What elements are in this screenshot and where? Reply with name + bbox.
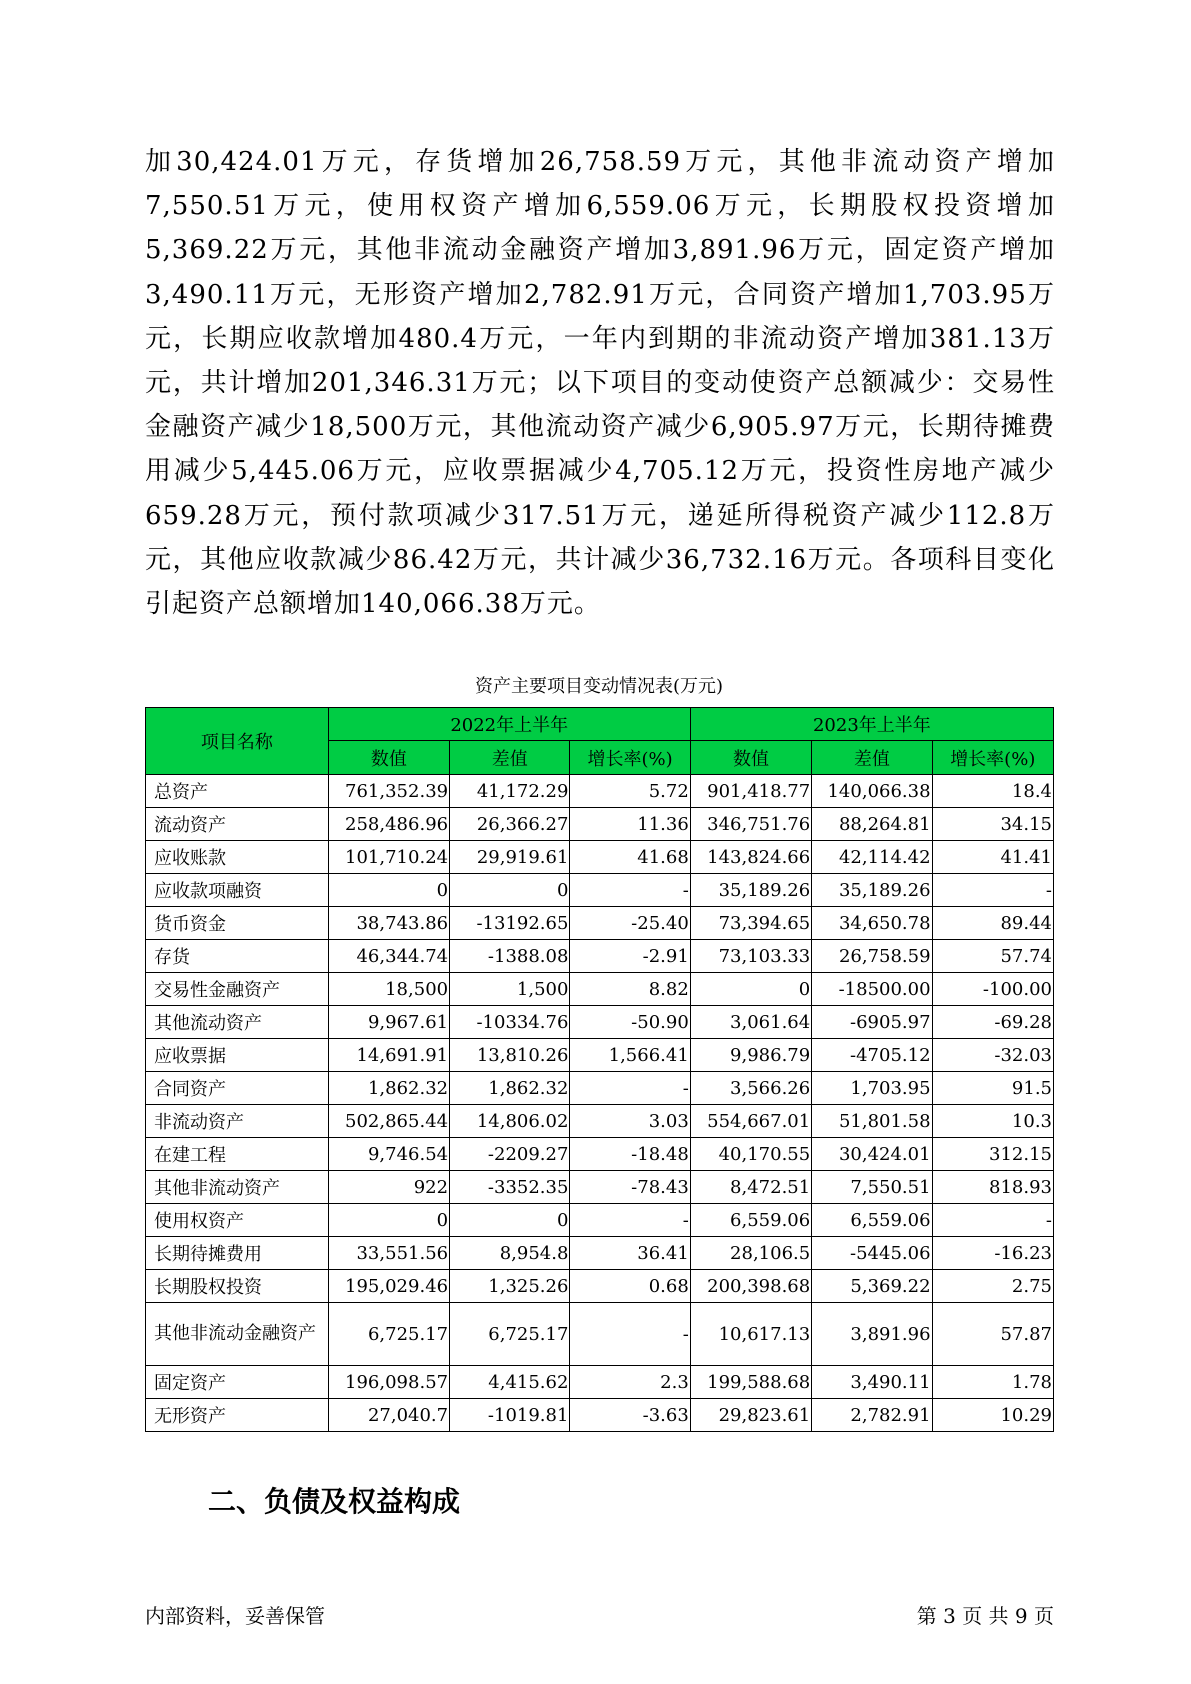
value-2023-cell: 29,823.61	[690, 1399, 811, 1432]
diff-2022-cell: -1019.81	[450, 1399, 570, 1432]
growth-2022-cell: -78.43	[570, 1171, 690, 1204]
table-row	[146, 1171, 1054, 1204]
value-2023-cell: 73,394.65	[690, 907, 811, 940]
diff-2022-cell: -1388.08	[450, 940, 570, 973]
diff-2023-cell: 1,703.95	[812, 1072, 932, 1105]
growth-2022-cell: 11.36	[570, 808, 690, 841]
growth-2022-cell: -18.48	[570, 1138, 690, 1171]
item-name-cell: 货币资金	[146, 907, 329, 940]
diff-2023-cell: 3,490.11	[812, 1366, 932, 1399]
table-row	[146, 1303, 1054, 1366]
diff-2022-cell: 14,806.02	[450, 1105, 570, 1138]
growth-2023-cell: 89.44	[932, 907, 1053, 940]
diff-2023-cell: 30,424.01	[812, 1138, 932, 1171]
growth-2023-cell: 2.75	[932, 1270, 1053, 1303]
value-2022-cell: 27,040.7	[328, 1399, 449, 1432]
value-2022-cell: 1,862.32	[328, 1072, 449, 1105]
growth-2023-cell: 1.78	[932, 1366, 1053, 1399]
diff-2022-cell: 13,810.26	[450, 1039, 570, 1072]
diff-2023-cell: 35,189.26	[812, 874, 932, 907]
header-growth-2022: 增长率(%)	[570, 741, 690, 775]
table-row	[146, 1399, 1054, 1432]
growth-2022-cell: -50.90	[570, 1006, 690, 1039]
growth-2022-cell: 3.03	[570, 1105, 690, 1138]
header-value-2022: 数值	[328, 741, 449, 775]
item-name-cell: 应收账款	[146, 841, 329, 874]
item-name-cell: 其他非流动资产	[146, 1171, 329, 1204]
page-number: 第 3 页 共 9 页	[916, 1604, 1054, 1628]
item-name-cell: 使用权资产	[146, 1204, 329, 1237]
diff-2023-cell: 7,550.51	[812, 1171, 932, 1204]
item-name-cell: 非流动资产	[146, 1105, 329, 1138]
diff-2023-cell: -6905.97	[812, 1006, 932, 1039]
table-caption: 资产主要项目变动情况表(万元)	[474, 676, 724, 697]
value-2022-cell: 502,865.44	[328, 1105, 449, 1138]
growth-2022-cell: -	[570, 874, 690, 907]
table-row	[146, 1204, 1054, 1237]
table-row	[146, 1270, 1054, 1303]
table-row	[146, 808, 1054, 841]
table-row	[146, 874, 1054, 907]
value-2023-cell: 3,566.26	[690, 1072, 811, 1105]
diff-2022-cell: 1,325.26	[450, 1270, 570, 1303]
diff-2023-cell: -4705.12	[812, 1039, 932, 1072]
diff-2023-cell: -18500.00	[812, 973, 932, 1006]
item-name-cell: 存货	[146, 940, 329, 973]
header-period-2023: 2023年上半年	[690, 708, 1053, 741]
growth-2023-cell: 10.29	[932, 1399, 1053, 1432]
item-name-cell: 长期待摊费用	[146, 1237, 329, 1270]
growth-2023-cell: 91.5	[932, 1072, 1053, 1105]
table-row	[146, 1138, 1054, 1171]
growth-2023-cell: -16.23	[932, 1237, 1053, 1270]
growth-2022-cell: 1,566.41	[570, 1039, 690, 1072]
value-2023-cell: 3,061.64	[690, 1006, 811, 1039]
value-2023-cell: 10,617.13	[690, 1303, 811, 1366]
value-2023-cell: 6,559.06	[690, 1204, 811, 1237]
diff-2023-cell: 140,066.38	[812, 775, 932, 808]
growth-2023-cell: -100.00	[932, 973, 1053, 1006]
growth-2023-cell: -32.03	[932, 1039, 1053, 1072]
growth-2022-cell: -2.91	[570, 940, 690, 973]
diff-2022-cell: -3352.35	[450, 1171, 570, 1204]
value-2022-cell: 38,743.86	[328, 907, 449, 940]
diff-2022-cell: 4,415.62	[450, 1366, 570, 1399]
value-2023-cell: 9,986.79	[690, 1039, 811, 1072]
table-row	[146, 1237, 1054, 1270]
table-row	[146, 1366, 1054, 1399]
diff-2022-cell: 26,366.27	[450, 808, 570, 841]
value-2023-cell: 901,418.77	[690, 775, 811, 808]
diff-2023-cell: 5,369.22	[812, 1270, 932, 1303]
header-diff-2022: 差值	[450, 741, 570, 775]
table-row	[146, 973, 1054, 1006]
diff-2023-cell: 26,758.59	[812, 940, 932, 973]
table-row	[146, 907, 1054, 940]
item-name-cell: 其他非流动金融资产	[146, 1303, 329, 1366]
diff-2023-cell: 3,891.96	[812, 1303, 932, 1366]
diff-2022-cell: 41,172.29	[450, 775, 570, 808]
value-2022-cell: 33,551.56	[328, 1237, 449, 1270]
diff-2022-cell: 29,919.61	[450, 841, 570, 874]
item-name-cell: 其他流动资产	[146, 1006, 329, 1039]
item-name-cell: 应收款项融资	[146, 874, 329, 907]
table-row	[146, 1006, 1054, 1039]
growth-2023-cell: -69.28	[932, 1006, 1053, 1039]
growth-2023-cell: -	[932, 874, 1053, 907]
value-2022-cell: 46,344.74	[328, 940, 449, 973]
value-2023-cell: 40,170.55	[690, 1138, 811, 1171]
growth-2022-cell: -	[570, 1072, 690, 1105]
diff-2022-cell: 6,725.17	[450, 1303, 570, 1366]
item-name-cell: 流动资产	[146, 808, 329, 841]
growth-2022-cell: 36.41	[570, 1237, 690, 1270]
growth-2023-cell: 41.41	[932, 841, 1053, 874]
header-period-2022: 2022年上半年	[328, 708, 690, 741]
growth-2022-cell: -3.63	[570, 1399, 690, 1432]
diff-2022-cell: 8,954.8	[450, 1237, 570, 1270]
value-2023-cell: 199,588.68	[690, 1366, 811, 1399]
value-2022-cell: 0	[328, 1204, 449, 1237]
value-2022-cell: 196,098.57	[328, 1366, 449, 1399]
item-name-cell: 合同资产	[146, 1072, 329, 1105]
diff-2023-cell: 2,782.91	[812, 1399, 932, 1432]
diff-2022-cell: 1,862.32	[450, 1072, 570, 1105]
header-item-name: 项目名称	[146, 708, 329, 775]
value-2023-cell: 28,106.5	[690, 1237, 811, 1270]
item-name-cell: 长期股权投资	[146, 1270, 329, 1303]
item-name-cell: 固定资产	[146, 1366, 329, 1399]
value-2023-cell: 0	[690, 973, 811, 1006]
growth-2022-cell: -	[570, 1303, 690, 1366]
value-2023-cell: 200,398.68	[690, 1270, 811, 1303]
value-2022-cell: 761,352.39	[328, 775, 449, 808]
header-growth-2023: 增长率(%)	[932, 741, 1053, 775]
diff-2022-cell: 0	[450, 874, 570, 907]
section-heading: 二、负债及权益构成	[208, 1485, 461, 1518]
table-row	[146, 775, 1054, 808]
growth-2022-cell: -	[570, 1204, 690, 1237]
growth-2023-cell: 18.4	[932, 775, 1053, 808]
value-2023-cell: 73,103.33	[690, 940, 811, 973]
table-row	[146, 940, 1054, 973]
diff-2023-cell: 6,559.06	[812, 1204, 932, 1237]
growth-2023-cell: 57.74	[932, 940, 1053, 973]
value-2023-cell: 35,189.26	[690, 874, 811, 907]
value-2022-cell: 9,746.54	[328, 1138, 449, 1171]
table-row	[146, 1039, 1054, 1072]
diff-2023-cell: -5445.06	[812, 1237, 932, 1270]
asset-changes-table	[145, 707, 1054, 1432]
growth-2023-cell: 818.93	[932, 1171, 1053, 1204]
growth-2023-cell: -	[932, 1204, 1053, 1237]
diff-2022-cell: 1,500	[450, 973, 570, 1006]
growth-2022-cell: 2.3	[570, 1366, 690, 1399]
value-2022-cell: 258,486.96	[328, 808, 449, 841]
growth-2023-cell: 57.87	[932, 1303, 1053, 1366]
value-2022-cell: 14,691.91	[328, 1039, 449, 1072]
value-2022-cell: 922	[328, 1171, 449, 1204]
item-name-cell: 应收票据	[146, 1039, 329, 1072]
diff-2023-cell: 51,801.58	[812, 1105, 932, 1138]
value-2022-cell: 9,967.61	[328, 1006, 449, 1039]
table-row	[146, 1072, 1054, 1105]
value-2023-cell: 346,751.76	[690, 808, 811, 841]
value-2022-cell: 6,725.17	[328, 1303, 449, 1366]
item-name-cell: 交易性金融资产	[146, 973, 329, 1006]
diff-2023-cell: 42,114.42	[812, 841, 932, 874]
value-2022-cell: 0	[328, 874, 449, 907]
body-paragraph: 加30,424.01万元，存货增加26,758.59万元，其他非流动资产增加7,550.51万元，使用权资产增加6,559.06万元，长期股权投资增加5,369.22万元，其他非流动金融资产增加3,891.96万元，固定资产增加3,490.11万元，无形资产增加2,782.91万元，合同资产增加1,703.95万元，长期应收款增加480.4万元，一年内到期的非流动资产增加381.13万元，共计增加201,346.31万元；以下项目的变动使资产总额减少：交易性金融资产减少18,500万元，其他流动资产减少6,905.97万元，长期待摊费用减少5,445.06万元，应收票据减少4,705.12万元，投资性房地产减少659.28万元，预付款项减少317.51万元，递延所得税资产减少112.8万元，其他应收款减少86.42万元，共计减少36,732.16万元。各项科目变化引起资产总额增加140,066.38万元。	[145, 147, 1055, 620]
table-row	[146, 1105, 1054, 1138]
table-body	[146, 775, 1054, 1432]
growth-2022-cell: -25.40	[570, 907, 690, 940]
growth-2022-cell: 8.82	[570, 973, 690, 1006]
diff-2023-cell: 34,650.78	[812, 907, 932, 940]
table-row	[146, 841, 1054, 874]
value-2022-cell: 101,710.24	[328, 841, 449, 874]
diff-2022-cell: -2209.27	[450, 1138, 570, 1171]
diff-2022-cell: -10334.76	[450, 1006, 570, 1039]
value-2023-cell: 143,824.66	[690, 841, 811, 874]
growth-2023-cell: 34.15	[932, 808, 1053, 841]
growth-2022-cell: 41.68	[570, 841, 690, 874]
growth-2022-cell: 5.72	[570, 775, 690, 808]
growth-2022-cell: 0.68	[570, 1270, 690, 1303]
footer-note: 内部资料，妥善保管	[145, 1604, 325, 1628]
value-2022-cell: 195,029.46	[328, 1270, 449, 1303]
item-name-cell: 在建工程	[146, 1138, 329, 1171]
value-2023-cell: 8,472.51	[690, 1171, 811, 1204]
diff-2022-cell: -13192.65	[450, 907, 570, 940]
header-value-2023: 数值	[690, 741, 811, 775]
growth-2023-cell: 312.15	[932, 1138, 1053, 1171]
diff-2022-cell: 0	[450, 1204, 570, 1237]
value-2023-cell: 554,667.01	[690, 1105, 811, 1138]
value-2022-cell: 18,500	[328, 973, 449, 1006]
item-name-cell: 总资产	[146, 775, 329, 808]
header-diff-2023: 差值	[812, 741, 932, 775]
growth-2023-cell: 10.3	[932, 1105, 1053, 1138]
diff-2023-cell: 88,264.81	[812, 808, 932, 841]
item-name-cell: 无形资产	[146, 1399, 329, 1432]
